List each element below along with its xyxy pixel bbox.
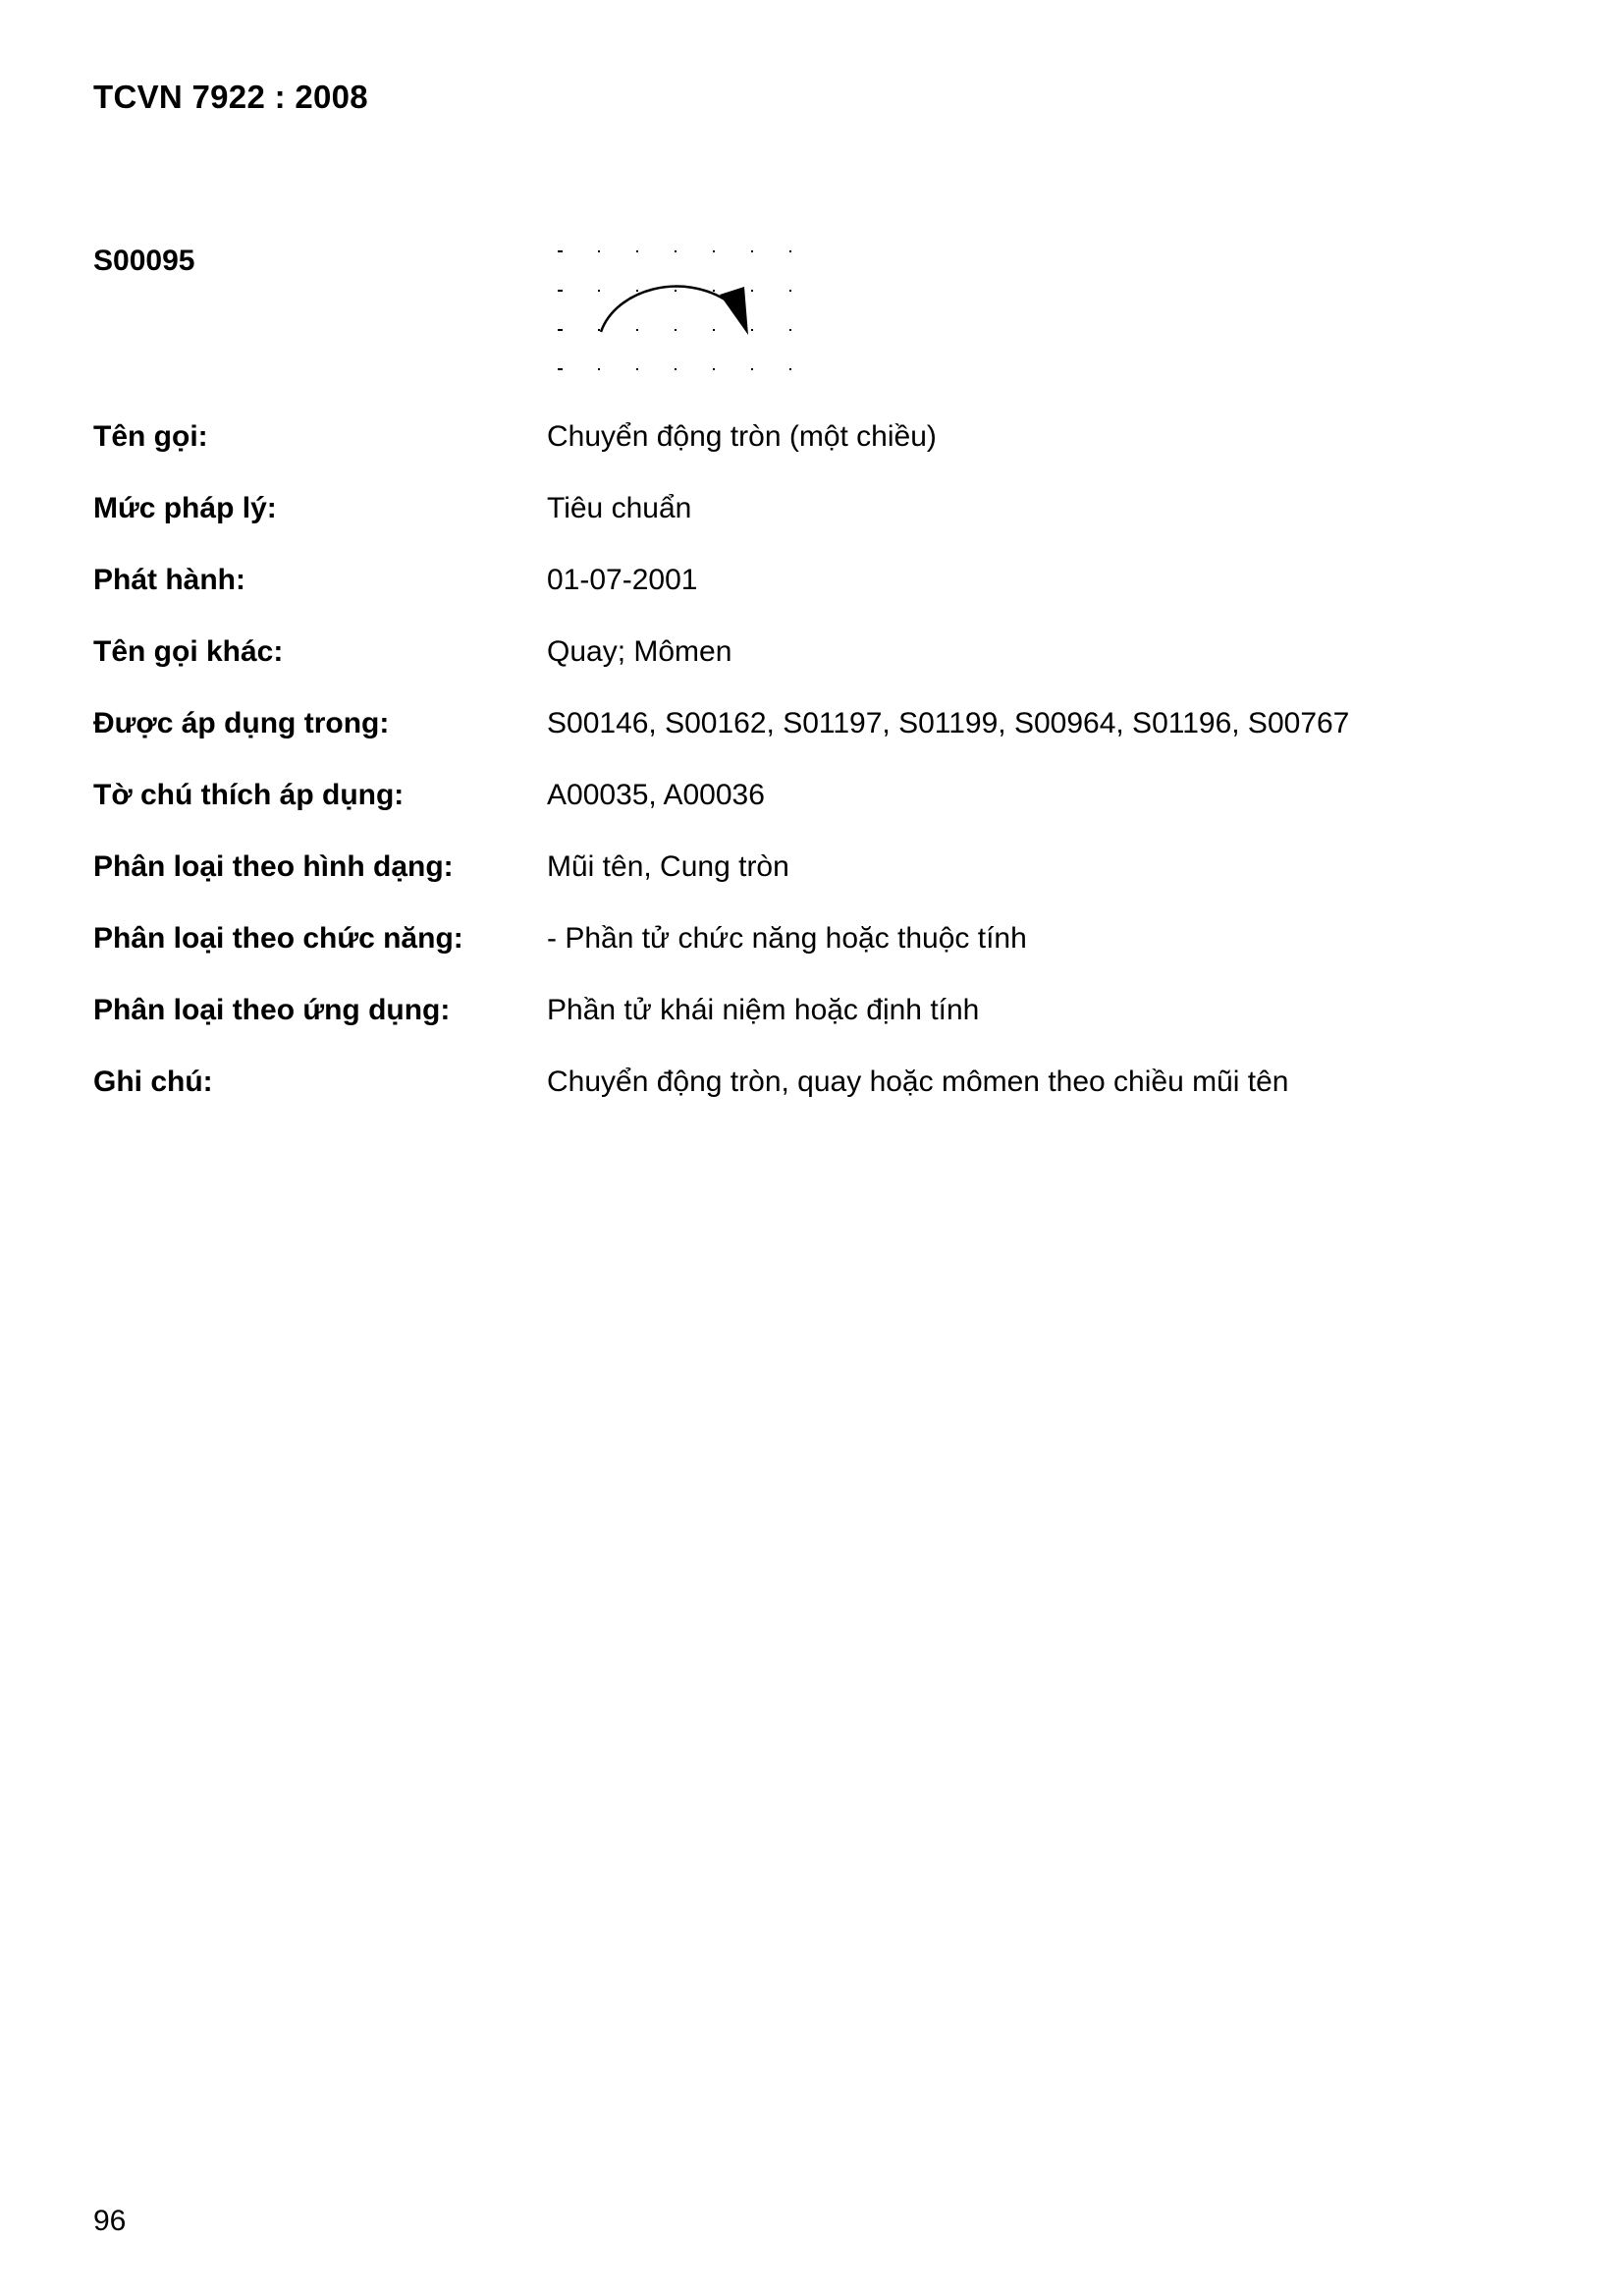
page-number: 96 [93, 2205, 127, 2237]
field-value: Chuyển động tròn, quay hoặc mômen theo chiều mũi tên [547, 1066, 1289, 1098]
field-row-phan-loai-chuc-nang [93, 919, 1546, 991]
field-value: Mũi tên, Cung tròn [547, 850, 789, 883]
field-value: Tiêu chuẩn [547, 492, 692, 524]
field-label: Phân loại theo chức năng: [93, 922, 463, 955]
field-row-duoc-ap-dung-trong [93, 704, 1546, 776]
circular-arrow-icon [545, 236, 810, 383]
field-label: Tên gọi khác: [93, 635, 284, 668]
field-value: S00146, S00162, S01197, S01199, S00964, S01196, S00767 [547, 707, 1350, 739]
arrow-head [720, 287, 748, 335]
field-value: 01-07-2001 [547, 564, 698, 596]
field-row-phan-loai-ung-dung [93, 991, 1546, 1063]
field-label: Ghi chú: [93, 1066, 213, 1098]
field-value: Phần tử khái niệm hoặc định tính [547, 994, 980, 1026]
field-label: Phân loại theo hình dạng: [93, 850, 454, 883]
field-value: Chuyển động tròn (một chiều) [547, 420, 937, 453]
field-list [93, 417, 1546, 1134]
field-row-to-chu-thich [93, 776, 1546, 847]
field-row-phat-hanh [93, 561, 1546, 632]
field-row-ten-goi-khac [93, 632, 1546, 704]
field-row-ghi-chu [93, 1063, 1546, 1134]
field-row-muc-phap-ly [93, 489, 1546, 561]
standard-title: TCVN 7922 : 2008 [93, 79, 368, 115]
field-label: Được áp dụng trong: [93, 707, 390, 739]
field-label: Tờ chú thích áp dụng: [93, 779, 405, 811]
field-label: Phân loại theo ứng dụng: [93, 994, 451, 1026]
symbol-code: S00095 [93, 245, 195, 277]
field-value: Quay; Mômen [547, 635, 732, 668]
field-label: Tên gọi: [93, 420, 208, 453]
arc-line [601, 287, 730, 332]
field-label: Mức pháp lý: [93, 492, 277, 524]
grid-dots [558, 250, 791, 370]
field-row-phan-loai-hinh-dang [93, 847, 1546, 919]
field-label: Phát hành: [93, 564, 245, 596]
field-value: A00035, A00036 [547, 779, 765, 811]
field-value: - Phần tử chức năng hoặc thuộc tính [547, 922, 1027, 955]
field-row-ten-goi [93, 417, 1546, 489]
